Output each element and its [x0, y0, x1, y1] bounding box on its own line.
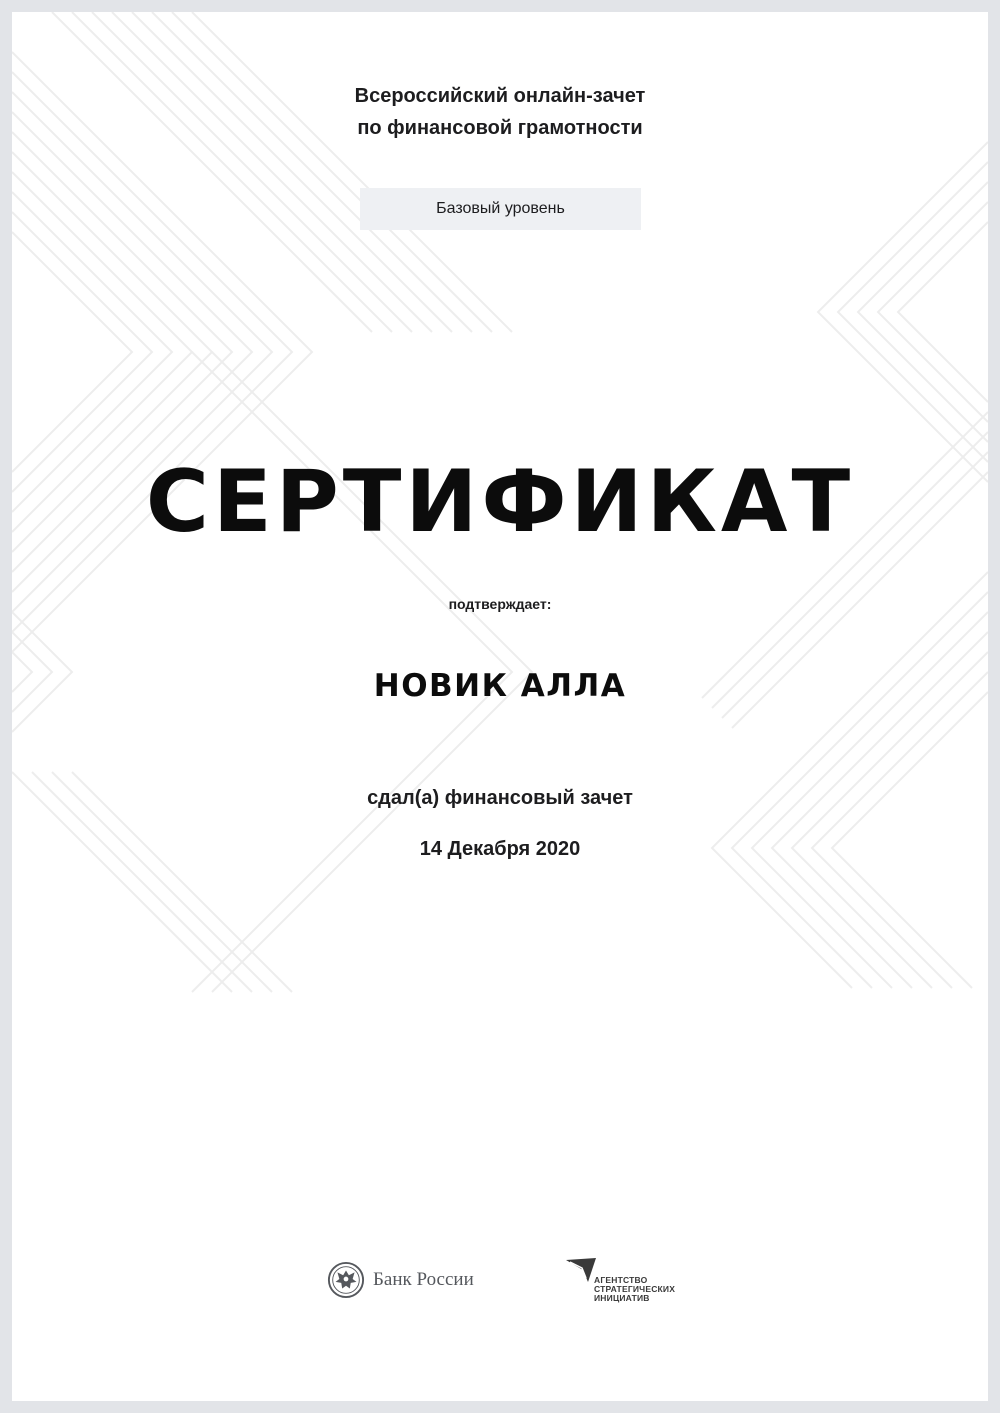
confirms-label: подтверждает: — [448, 596, 552, 612]
passed-statement: сдал(а) финансовый зачет — [367, 787, 633, 809]
asi-text — [594, 1276, 675, 1303]
level-label: Базовый уровень — [436, 200, 565, 217]
recipient-name: НОВИК АЛЛА — [373, 668, 627, 704]
bank-of-russia-logo — [327, 1260, 474, 1300]
bank-of-russia-text: Банк России — [373, 1269, 474, 1290]
asi-text-line3: ИНИЦИАТИВ — [594, 1293, 650, 1303]
event-header — [12, 80, 988, 144]
certificate-date: 14 Декабря 2020 — [419, 838, 581, 860]
asi-arrow-logo-icon — [564, 1256, 598, 1284]
asi-text-line2: СТРАТЕГИЧЕСКИХ — [594, 1284, 676, 1294]
certificate-title: СЕРТИФИКАТ — [145, 452, 855, 552]
double-headed-eagle-emblem-icon — [327, 1261, 365, 1299]
level-badge — [360, 188, 641, 230]
asi-text-line1: АГЕНТСТВО — [594, 1275, 648, 1285]
event-header-line1: Всероссийский онлайн-зачет — [354, 85, 646, 107]
event-header-line2: по финансовой грамотности — [357, 117, 643, 139]
certificate-sheet — [12, 12, 988, 1401]
asi-logo — [564, 1256, 684, 1306]
